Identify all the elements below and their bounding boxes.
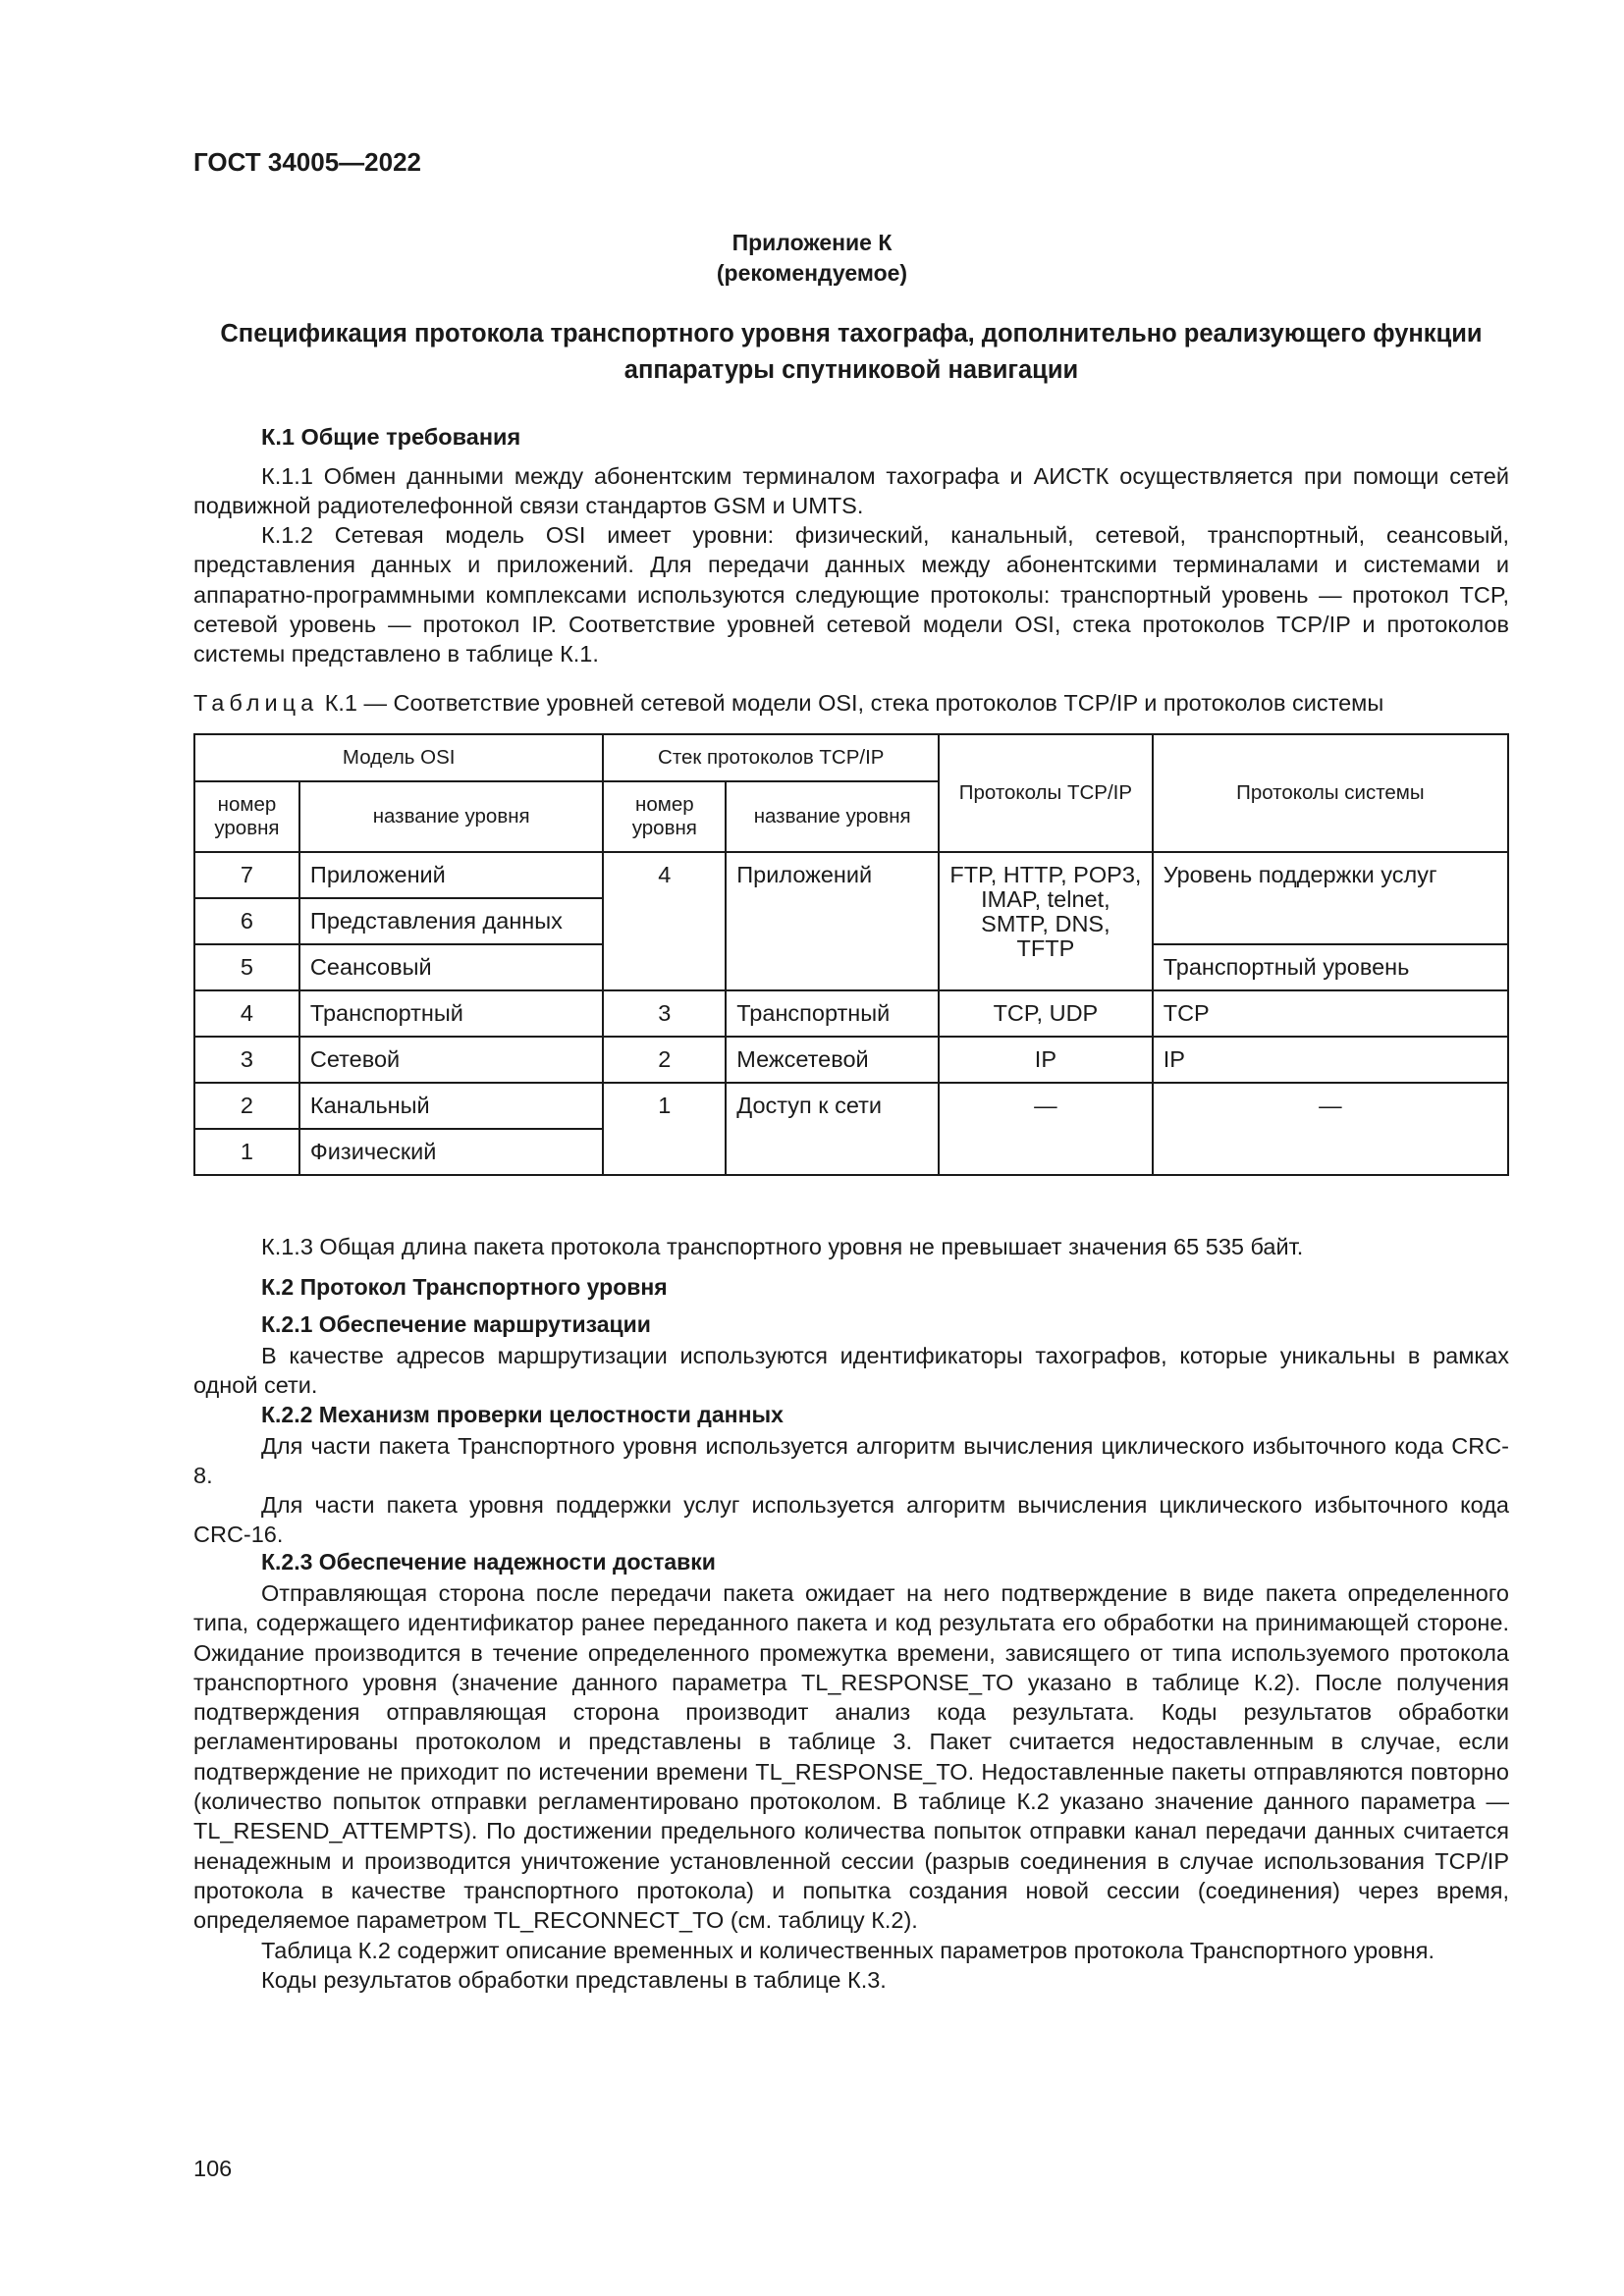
paragraph-k12: К.1.2 Сетевая модель OSI имеет уровни: физический, канальный, сетевой, транспортный, сеансовый, представления данных и приложений. Для передачи данных между абонентскими терминалами и системами и аппаратно-программными комплексами используются следующие протоколы: транспортный уровень — протокол TCP, сетевой уровень — протокол IP. Соответствие уровней сетевой модели OSI, стека протоколов TCP/IP и протоколов системы представлено в таблице К.1. bbox=[193, 522, 1509, 667]
table-caption-label: Таблица bbox=[193, 690, 319, 716]
appendix-title: Приложение К bbox=[731, 230, 893, 255]
osi-level-name: Приложений bbox=[299, 852, 604, 898]
paragraph-k22-crc8: Для части пакета Транспортного уровня используется алгоритм вычисления циклического избыточного кода CRC-8. bbox=[193, 1433, 1509, 1489]
stack-level-number: 4 bbox=[603, 852, 726, 990]
osi-level-name: Сетевой bbox=[299, 1037, 604, 1083]
table-caption-text: К.1 — Соответствие уровней сетевой модели OSI, стека протоколов TCP/IP и протоколов системы bbox=[324, 690, 1384, 716]
system-protocol-network-access: — bbox=[1153, 1083, 1508, 1175]
table-row bbox=[194, 1083, 1508, 1129]
system-protocol-transport-level: Транспортный уровень bbox=[1153, 944, 1508, 990]
header-tcpip-protocols: Протоколы TCP/IP bbox=[939, 734, 1153, 852]
osi-level-name: Канальный bbox=[299, 1083, 604, 1129]
tcpip-protocols-network-access: — bbox=[939, 1083, 1153, 1175]
table-row bbox=[194, 852, 1508, 898]
stack-level-name: Доступ к сети bbox=[726, 1083, 939, 1175]
paragraph-k23-delivery: Отправляющая сторона после передачи пакета ожидает на него подтверждение в виде пакета определенного типа, содержащего идентификатор ранее переданного пакета и код результата его обработки на принимающей стороне. Ожидание производится в течение определенного промежутка времени, зависящего от типа используемого протокола транспортного уровня (значение данного параметра TL_RESPONSE_TO указано в таблице К.2). После получения подтверждения отправляющая сторона производит анализ кода результата. Коды результатов обработки регламентированы протоколом и представлены в таблице 3. Пакет считается недоставленным в случае, если подтверждение не приходит по истечении времени TL_RESPONSE_TO. Недоставленные пакеты отправляются повторно (количество попыток отправки регламентировано протоколом. В таблице К.2 указано значение данного параметра — TL_RESEND_ATTEMPTS). По достижении предельного количества попыток отправки канал передачи данных считается ненадежным и производится уничтожение установленной сессии (разрыв соединения в случае использования TCP/IP протокола в качестве транспортного протокола) и попытка создания новой сессии (соединения) через время, определяемое параметром TL_RECONNECT_TO (см. таблицу К.2). bbox=[193, 1580, 1509, 1934]
osi-level-number: 5 bbox=[194, 944, 299, 990]
header-system-protocols: Протоколы системы bbox=[1153, 734, 1508, 852]
osi-level-number: 7 bbox=[194, 852, 299, 898]
section-k21-heading: К.2.1 Обеспечение маршрутизации bbox=[261, 1311, 651, 1337]
osi-level-name: Транспортный bbox=[299, 990, 604, 1037]
document-title: Спецификация протокола транспортного уровня тахографа, дополнительно реализующего функции аппаратуры спутниковой навигации bbox=[220, 320, 1483, 384]
paragraph-k11: К.1.1 Обмен данными между абонентским терминалом тахографа и АИСТК осуществляется при помощи сетей подвижной радиотелефонной связи стандартов GSM и UMTS. bbox=[193, 463, 1509, 519]
standard-number: ГОСТ 34005—2022 bbox=[193, 147, 421, 177]
paragraph-k21: В качестве адресов маршрутизации используются идентификаторы тахографов, которые уникальны в рамках одной сети. bbox=[193, 1343, 1509, 1399]
stack-level-number: 3 bbox=[603, 990, 726, 1037]
osi-level-number: 4 bbox=[194, 990, 299, 1037]
tcpip-protocols-internet: IP bbox=[939, 1037, 1153, 1083]
paragraph-k13: К.1.3 Общая длина пакета протокола транспортного уровня не превышает значения 65 535 байт. bbox=[261, 1234, 1304, 1259]
osi-level-number: 6 bbox=[194, 898, 299, 944]
stack-level-name: Межсетевой bbox=[726, 1037, 939, 1083]
system-protocol-internet: IP bbox=[1153, 1037, 1508, 1083]
section-k23-heading: К.2.3 Обеспечение надежности доставки bbox=[261, 1549, 716, 1575]
header-stack-level-number: номер уровня bbox=[603, 781, 726, 852]
tcpip-protocols-application: FTP, HTTP, POP3, IMAP, telnet, SMTP, DNS, TFTP bbox=[939, 852, 1153, 990]
osi-level-name: Представления данных bbox=[299, 898, 604, 944]
page-number: 106 bbox=[193, 2156, 233, 2181]
table-k1 bbox=[193, 733, 1509, 1176]
header-level-name: название уровня bbox=[299, 781, 604, 852]
stack-level-number: 1 bbox=[603, 1083, 726, 1175]
stack-level-name: Транспортный bbox=[726, 990, 939, 1037]
table-row bbox=[194, 1037, 1508, 1083]
header-tcpip-stack: Стек протоколов TCP/IP bbox=[603, 734, 939, 781]
table-k1-caption bbox=[193, 690, 1509, 717]
osi-level-number: 2 bbox=[194, 1083, 299, 1129]
paragraph-k22-crc16: Для части пакета уровня поддержки услуг используется алгоритм вычисления циклического избыточного кода CRC-16. bbox=[193, 1492, 1509, 1548]
section-k1-heading: К.1 Общие требования bbox=[261, 424, 521, 450]
tcpip-protocols-transport: TCP, UDP bbox=[939, 990, 1153, 1037]
table-row bbox=[194, 990, 1508, 1037]
appendix-heading bbox=[0, 228, 1624, 289]
header-level-number: номер уровня bbox=[194, 781, 299, 852]
header-osi-model: Модель OSI bbox=[194, 734, 603, 781]
appendix-status: (рекомендуемое) bbox=[716, 260, 908, 286]
system-protocol-transport: TCP bbox=[1153, 990, 1508, 1037]
stack-level-number: 2 bbox=[603, 1037, 726, 1083]
osi-level-number: 1 bbox=[194, 1129, 299, 1175]
paragraph-k23-table-k3: Коды результатов обработки представлены в таблице К.3. bbox=[261, 1967, 887, 1993]
osi-level-name: Сеансовый bbox=[299, 944, 604, 990]
osi-level-number: 3 bbox=[194, 1037, 299, 1083]
paragraph-k23-table-k2: Таблица К.2 содержит описание временных и количественных параметров протокола Транспортного уровня. bbox=[261, 1938, 1435, 1963]
osi-level-name: Физический bbox=[299, 1129, 604, 1175]
stack-level-name: Приложений bbox=[726, 852, 939, 990]
section-k2-heading: К.2 Протокол Транспортного уровня bbox=[261, 1274, 668, 1300]
system-protocol-service-level: Уровень поддержки услуг bbox=[1153, 852, 1508, 944]
section-k22-heading: К.2.2 Механизм проверки целостности данных bbox=[261, 1402, 784, 1427]
header-stack-level-name: название уровня bbox=[726, 781, 939, 852]
